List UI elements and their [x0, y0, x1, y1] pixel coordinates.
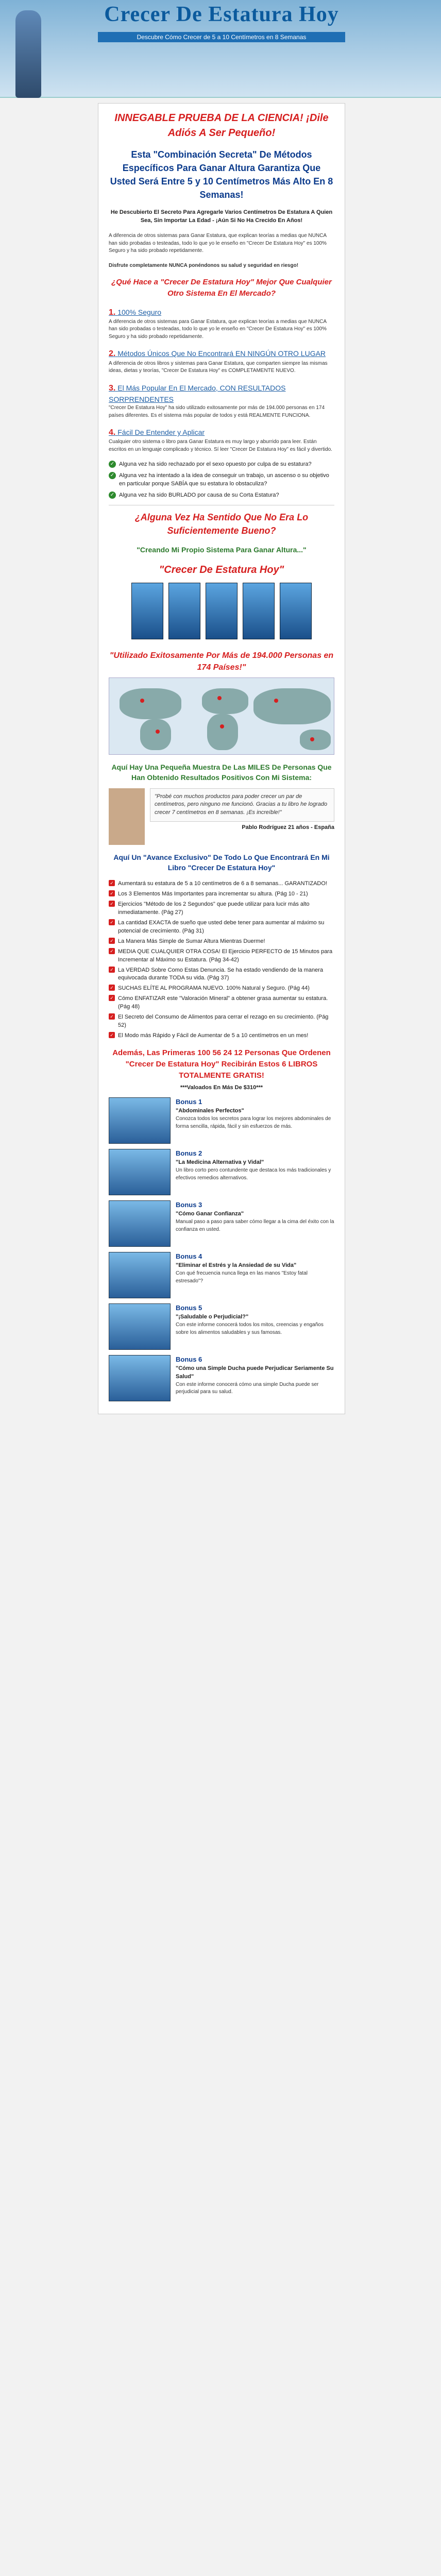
bonus-4: Bonus 4 "Eliminar el Estrés y la Ansiedad de su Vida" Con qué frecuencia nunca llega en las manos "Estoy fatal estresado"? [109, 1252, 334, 1298]
check-icon: ✓ [109, 1013, 115, 1020]
section-1 [109, 307, 334, 341]
section-2-num: 2. [109, 349, 116, 359]
world-map [109, 677, 334, 755]
check-icon: ✓ [109, 472, 116, 479]
section-3-text: "Crecer De Estatura Hoy" ha sido utilizado exitosamente por más de 194.000 personas en 174 países diferentes. Es el sistema más popular de todos y está REALMENTE FUNCIONA. [109, 405, 325, 418]
bonus-image [109, 1252, 171, 1298]
used-by: "Utilizado Exitosamente Por Más de 194.000 Personas en 174 Países!" [109, 651, 334, 672]
check-icon: ✓ [109, 967, 115, 973]
question: ¿Qué Hace a "Crecer De Estatura Hoy" Mejor Que Cualquier Otro Sistema En El Mercado? [111, 278, 332, 298]
intro-p2: Disfrute completamente NUNCA ponéndonos su salud y seguridad en riesgo! [109, 262, 299, 268]
bonus-1: Bonus 1 "Abdominales Perfectos" Conozca todos los secretos para lograr los mejores abdominales de forma sencilla, rápida, fácil y sin esfuerzos de más. [109, 1097, 334, 1144]
section-2 [109, 348, 334, 375]
testimonial-author: Pablo Rodríguez 21 años - España [242, 824, 334, 831]
section-3 [109, 382, 334, 419]
headline-2: Esta "Combinación Secreta" De Métodos Específicos Para Ganar Altura Garantiza Que Usted Será Entre 5 y 10 Centímetros Más Alto En 8 Semanas! [110, 149, 333, 200]
promo-title: "Crecer De Estatura Hoy" [159, 564, 284, 575]
bonus-5: Bonus 5 "¡Saludable o Perjudicial?" Con este informe conocerá todos los mitos, creencias y engaños sobre los alimentos saludables y sus famosas. [109, 1303, 334, 1350]
logo: Crecer De Estatura Hoy [104, 3, 339, 26]
model-photo [15, 10, 41, 98]
bonus-note: ***Valoados En Más De $310*** [180, 1084, 263, 1091]
check-item: ✓ Alguna vez ha sido BURLADO por causa de su Corta Estatura? [109, 492, 334, 500]
headline-1: INNEGABLE PRUEBA DE LA CIENCIA! ¡Dile Adiós A Ser Pequeño! [114, 112, 329, 139]
section-1-title: 100% Seguro [117, 308, 162, 316]
list-item: ✓ La Manera Más Simple de Sumar Altura Mientras Duerme! [109, 938, 334, 946]
bonus-3: Bonus 3 "Cómo Ganar Confianza" Manual paso a paso para saber cómo llegar a la cima del éxito con la confianza en usted. [109, 1200, 334, 1247]
section-4-num: 4. [109, 428, 116, 437]
book-bundle [109, 583, 334, 645]
check-icon: ✓ [109, 890, 115, 896]
bonus-image [109, 1303, 171, 1350]
preview-list [109, 880, 334, 1040]
intro-p1: A diferencia de otros sistemas para Ganar Estatura, que explican teorías a medias que NUNCA han sido probadas o testeadas, todo lo que yo le enseño en "Crecer De Estatura Hoy" es 100% Seguro y ha sido probado repetidamente. [109, 233, 327, 254]
preview-headline: Aquí Un "Avance Exclusivo" De Todo Lo Que Encontrará En Mi Libro "Crecer De Estatura Hoy" [113, 853, 330, 872]
list-item: ✓ MEDIA QUE CUALQUIER OTRA COSA! El Ejercicio PERFECTO de 15 Minutos para Incrementar al Máximo su Estatura. (Pág 34-42) [109, 948, 334, 964]
list-item: ✓ El Secreto del Consumo de Alimentos para cerrar el rezago en su crecimiento. (Pág 52) [109, 1013, 334, 1030]
check-icon: ✓ [109, 492, 116, 499]
list-item: ✓ La VERDAD Sobre Como Estas Denuncia. Se ha estado vendiendo de la manera equivocada durante TODA su vida. (Pág 37) [109, 967, 334, 983]
bonus-6: Bonus 6 "Cómo una Simple Ducha puede Perjudicar Seriamente Su Salud" Con este informe conocerá cómo una simple Ducha puede ser perjudicial para su salud. [109, 1355, 334, 1401]
list-item: ✓ Los 3 Elementos Más Importantes para incrementar su altura. (Pág 10 - 21) [109, 890, 334, 899]
section-4-text: Cualquier otro sistema o libro para Ganar Estatura es muy largo y aburrido para leer. Están escritos en un lenguaje complicado y técnico. Sí leer "Crecer De Estatura Hoy" es fácil y divertido. [109, 439, 332, 452]
check-icon: ✓ [109, 948, 115, 954]
content-column [98, 103, 345, 1414]
mid-sub: "Creando Mi Propio Sistema Para Ganar Altura..." [137, 546, 307, 554]
check-icon: ✓ [109, 985, 115, 991]
book-cover [131, 583, 163, 639]
check-icon: ✓ [109, 1032, 115, 1038]
bonus-image [109, 1097, 171, 1144]
check-icon: ✓ [109, 995, 115, 1001]
check-item: ✓ Alguna vez ha intentado a la idea de conseguir un trabajo, un ascenso o su objetivo en particular porque SABÍA que su estatura lo obstaculiza? [109, 472, 334, 488]
bonus-headline: Además, Las Primeras 100 56 24 12 Personas Que Ordenen "Crecer De Estatura Hoy" Recibirán Estos 6 LIBROS TOTALMENTE GRATIS! [112, 1048, 331, 1080]
bonus-2: Bonus 2 "La Medicina Alternativa y Vidal" Un libro corto pero contundente que destaca los más tradicionales y efectivos remedios alternativos. [109, 1149, 334, 1195]
list-item: ✓ El Modo más Rápido y Fácil de Aumentar de 5 a 10 centímetros en un mes! [109, 1032, 334, 1040]
check-item: ✓ Alguna vez ha sido rechazado por el sexo opuesto por culpa de su estatura? [109, 461, 334, 469]
check-icon: ✓ [109, 880, 115, 886]
mid-headline: ¿Alguna Vez Ha Sentido Que No Era Lo Suficientemente Bueno? [134, 512, 309, 536]
bonus-image [109, 1200, 171, 1247]
testimonial-photo [109, 788, 145, 845]
section-4-title: Fácil De Entender y Aplicar [117, 428, 205, 437]
subhead: He Descubierto El Secreto Para Agregarle Varios Centímetros De Estatura A Quien Sea, Sin Importar La Edad - ¡Aún Si No Ha Crecido En Años! [110, 209, 333, 224]
list-item: ✓ La cantidad EXACTA de sueño que usted debe tener para aumentar al máximo su potencial de crecimiento. (Pág 31) [109, 919, 334, 936]
tagline: Descubre Cómo Crecer de 5 a 10 Centímetros en 8 Semanas [98, 32, 345, 42]
bonus-image [109, 1149, 171, 1195]
section-3-num: 3. [109, 383, 116, 393]
section-3-title: El Más Popular En El Mercado, CON RESULTADOS SORPRENDENTES [109, 383, 286, 403]
book-cover [168, 583, 200, 639]
book-cover [280, 583, 312, 639]
section-1-text: A diferencia de otros sistemas para Ganar Estatura, que explican teorías a medias que NUNCA han sido probadas o testeadas, todo lo que yo le enseño en "Crecer De Estatura Hoy" es 100% Seguro y ha sido probado repetidamente. [109, 318, 327, 340]
testimonial [109, 788, 334, 845]
section-2-title: Métodos Únicos Que No Encontrará EN NINGÚN OTRO LUGAR [117, 349, 326, 358]
book-cover [243, 583, 275, 639]
header [0, 0, 441, 98]
proof-headline: Aquí Hay Una Pequeña Muestra De Las MILES De Personas Que Han Obtenido Resultados Positivos Con Mi Sistema: [111, 762, 332, 782]
list-item: ✓ Cómo ENFATIZAR este "Valoración Mineral" a obtener grasa aumentar su estatura. (Pág 48) [109, 995, 334, 1011]
check-icon: ✓ [109, 901, 115, 907]
testimonial-quote: "Probé con muchos productos para poder crecer un par de centímetros, pero ninguno me funcionó. Gracias a tu libro he logrado crecer 7 centímetros en 8 semanas. ¡Es increíble!" [150, 788, 334, 822]
check-icon: ✓ [109, 461, 116, 468]
check-icon: ✓ [109, 919, 115, 925]
section-4 [109, 427, 334, 453]
section-1-num: 1. [109, 308, 116, 317]
list-item: ✓ Aumentará su estatura de 5 a 10 centímetros de 6 a 8 semanas... GARANTIZADO! [109, 880, 334, 888]
check-icon: ✓ [109, 938, 115, 944]
list-item: ✓ SUCHAS ELÍTE AL PROGRAMA NUEVO. 100% Natural y Seguro. (Pág 44) [109, 985, 334, 993]
list-item: ✓ Ejercicios "Método de los 2 Segundos" que puede utilizar para lucir más alto inmediatamente. (Pág 27) [109, 901, 334, 917]
section-2-text: A diferencia de otros libros y sistemas para Ganar Estatura, que comparten siempre las mismas ideas, dietas y teorías, "Crecer De Estatura Hoy" es COMPLETAMENTE NUEVO. [109, 360, 328, 374]
bonus-image [109, 1355, 171, 1401]
check-list [109, 461, 334, 500]
book-cover [206, 583, 238, 639]
